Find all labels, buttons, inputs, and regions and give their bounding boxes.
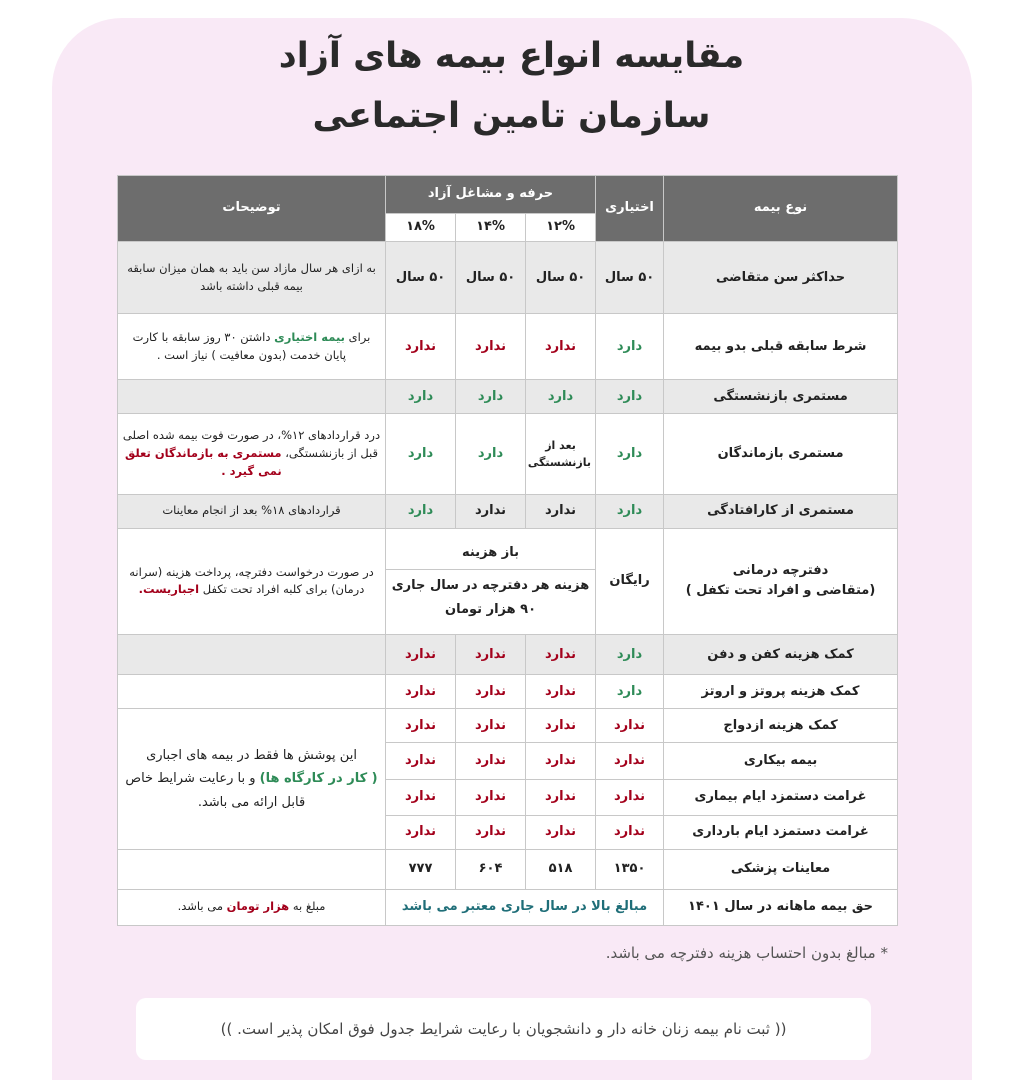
cell-optional: دارد <box>596 314 664 380</box>
cell-12: ندارد <box>526 635 596 675</box>
cell-merged-free <box>386 528 596 634</box>
cell-optional: رایگان <box>596 528 664 634</box>
table-row <box>118 314 898 380</box>
group-desc-line: این پوشش ها فقط در بیمه های اجباری <box>146 747 357 763</box>
cell-18: ندارد <box>386 675 456 709</box>
row-label: معاینات پزشکی <box>664 849 898 889</box>
row-label: بیمه بیکاری <box>664 743 898 779</box>
cell-description: به ازای هر سال مازاد سن باید به همان میزان سابقه بیمه قبلی داشته باشد <box>118 242 386 314</box>
row-label: کمک هزینه پروتز و اروتز <box>664 675 898 709</box>
cell-optional: دارد <box>596 635 664 675</box>
cell-18: ندارد <box>386 815 456 849</box>
row-label: شرط سابقه قبلی بدو بیمه <box>664 314 898 380</box>
row-label: مستمری از کارافتادگی <box>664 494 898 528</box>
bottom-note-box <box>136 998 871 1060</box>
footnote: * مبالغ بدون احتساب هزینه دفترچه می باشد. <box>605 944 888 962</box>
cell-description-group <box>118 709 386 849</box>
cell-12: ندارد <box>526 815 596 849</box>
table-row <box>118 380 898 414</box>
table-row <box>118 528 898 634</box>
cell-18: دارد <box>386 494 456 528</box>
bottom-note: (( ثبت نام بیمه زنان خانه دار و دانشجویان با رعایت شرایط جدول فوق امکان پذیر است. )) <box>220 1020 787 1038</box>
row-label: حداکثر سن متقاضی <box>664 242 898 314</box>
cell-14: دارد <box>456 380 526 414</box>
desc-highlight: هزار تومان <box>226 899 290 914</box>
page-title: مقایسه انواع بیمه های آزاد <box>278 36 745 76</box>
cell-18: ۷۷۷ <box>386 849 456 889</box>
cell-18: ۵۰ سال <box>386 242 456 314</box>
header-optional: اختیاری <box>596 176 664 242</box>
cell-merged-note: مبالغ بالا در سال جاری معتبر می باشد <box>386 889 664 925</box>
header-12-percent: ۱۲% <box>526 214 596 242</box>
cell-description: قراردادهای ۱۸% بعد از انجام معاینات <box>118 494 386 528</box>
table-row <box>118 709 898 743</box>
row-label: مستمری بازماندگان <box>664 414 898 494</box>
cell-14: ندارد <box>456 779 526 815</box>
row-label: غرامت دستمزد ایام بارداری <box>664 815 898 849</box>
cell-description <box>118 380 386 414</box>
row-label: حق بیمه ماهانه در سال ۱۴۰۱ <box>664 889 898 925</box>
desc-highlight: بیمه اختیاری <box>274 329 345 344</box>
cell-12: ۵۱۸ <box>526 849 596 889</box>
cell-description <box>118 314 386 380</box>
comparison-table <box>117 175 898 926</box>
table-row <box>118 414 898 494</box>
cell-optional: دارد <box>596 414 664 494</box>
cell-optional: ندارد <box>596 779 664 815</box>
table-row <box>118 494 898 528</box>
table-row <box>118 635 898 675</box>
header-14-percent: ۱۴% <box>456 214 526 242</box>
cell-12: ندارد <box>526 675 596 709</box>
cell-optional: ندارد <box>596 743 664 779</box>
cell-description <box>118 889 386 925</box>
cell-14: ندارد <box>456 494 526 528</box>
header-type: نوع بیمه <box>664 176 898 242</box>
cell-18: ندارد <box>386 743 456 779</box>
desc-text: می باشد. <box>177 899 224 914</box>
merged-line: باز هزینه <box>386 537 595 570</box>
cell-12: ندارد <box>526 494 596 528</box>
cell-12: ۵۰ سال <box>526 242 596 314</box>
cell-14: ندارد <box>456 635 526 675</box>
cell-description <box>118 635 386 675</box>
desc-text: برای <box>348 329 371 344</box>
cell-12: بعد از بازنشستگی <box>526 414 596 494</box>
cell-optional: ندارد <box>596 709 664 743</box>
cell-optional: ۵۰ سال <box>596 242 664 314</box>
row-label-line: دفترچه درمانی <box>732 563 829 579</box>
cell-optional: دارد <box>596 675 664 709</box>
group-desc-highlight: ( کار در کارگاه ها) <box>259 771 378 787</box>
cell-optional: دارد <box>596 380 664 414</box>
cell-14: ۶۰۴ <box>456 849 526 889</box>
page-subtitle: سازمان تامین اجتماعی <box>312 96 711 136</box>
cell-optional: دارد <box>596 494 664 528</box>
cell-description <box>118 849 386 889</box>
row-label: مستمری بازنشستگی <box>664 380 898 414</box>
merged-line: هزینه هر دفترچه در سال جاری <box>391 577 590 593</box>
table-row <box>118 242 898 314</box>
cell-description <box>118 675 386 709</box>
table-row <box>118 849 898 889</box>
header-description: توضیحات <box>118 176 386 242</box>
table-row <box>118 889 898 925</box>
row-label: غرامت دستمزد ایام بیماری <box>664 779 898 815</box>
cell-14: دارد <box>456 414 526 494</box>
header-18-percent: ۱۸% <box>386 214 456 242</box>
cell-14: ندارد <box>456 815 526 849</box>
table-header-row <box>118 176 898 214</box>
cell-12: ندارد <box>526 709 596 743</box>
cell-14: ندارد <box>456 743 526 779</box>
cell-18: ندارد <box>386 635 456 675</box>
cell-description <box>118 528 386 634</box>
cell-12: ندارد <box>526 743 596 779</box>
table-row <box>118 675 898 709</box>
cell-14: ۵۰ سال <box>456 242 526 314</box>
cell-12: ندارد <box>526 779 596 815</box>
cell-14: ندارد <box>456 675 526 709</box>
row-label-line: (متقاضی و افراد تحت تکفل ) <box>685 583 876 599</box>
cell-18: ندارد <box>386 314 456 380</box>
cell-18: ندارد <box>386 709 456 743</box>
cell-18: دارد <box>386 414 456 494</box>
cell-12: دارد <box>526 380 596 414</box>
cell-14: ندارد <box>456 709 526 743</box>
cell-optional: ۱۳۵۰ <box>596 849 664 889</box>
cell-description <box>118 414 386 494</box>
desc-text: درد قراردادهای ۱۲%، در صورت فوت بیمه شده اصلی قبل از بازنشستگی، <box>122 428 381 461</box>
row-label: کمک هزینه کفن و دفن <box>664 635 898 675</box>
desc-text: داشتن ۳۰ روز سابقه با کارت پایان خدمت (بدون معافیت ) نیاز است . <box>132 329 347 362</box>
merged-line: ۹۰ هزار تومان <box>445 602 537 618</box>
desc-text: در صورت درخواست دفترچه، پرداخت هزینه (سرانه درمان) برای کلبه افراد تحت تکفل <box>129 564 374 597</box>
row-label: کمک هزینه ازدواج <box>664 709 898 743</box>
row-label <box>664 528 898 634</box>
cell-optional: ندارد <box>596 815 664 849</box>
desc-text: مبلغ به <box>292 899 326 914</box>
cell-18: ندارد <box>386 779 456 815</box>
cell-12: ندارد <box>526 314 596 380</box>
header-free-jobs: حرفه و مشاغل آزاد <box>386 176 596 214</box>
desc-highlight: اجباریست. <box>138 582 200 597</box>
group-desc-line: و با رعایت شرایط خاص قابل ارائه می باشد. <box>125 771 306 810</box>
cell-18: دارد <box>386 380 456 414</box>
cell-14: ندارد <box>456 314 526 380</box>
desc-highlight: مستمری به بازماندگان تعلق نمی گیرد . <box>124 446 282 478</box>
